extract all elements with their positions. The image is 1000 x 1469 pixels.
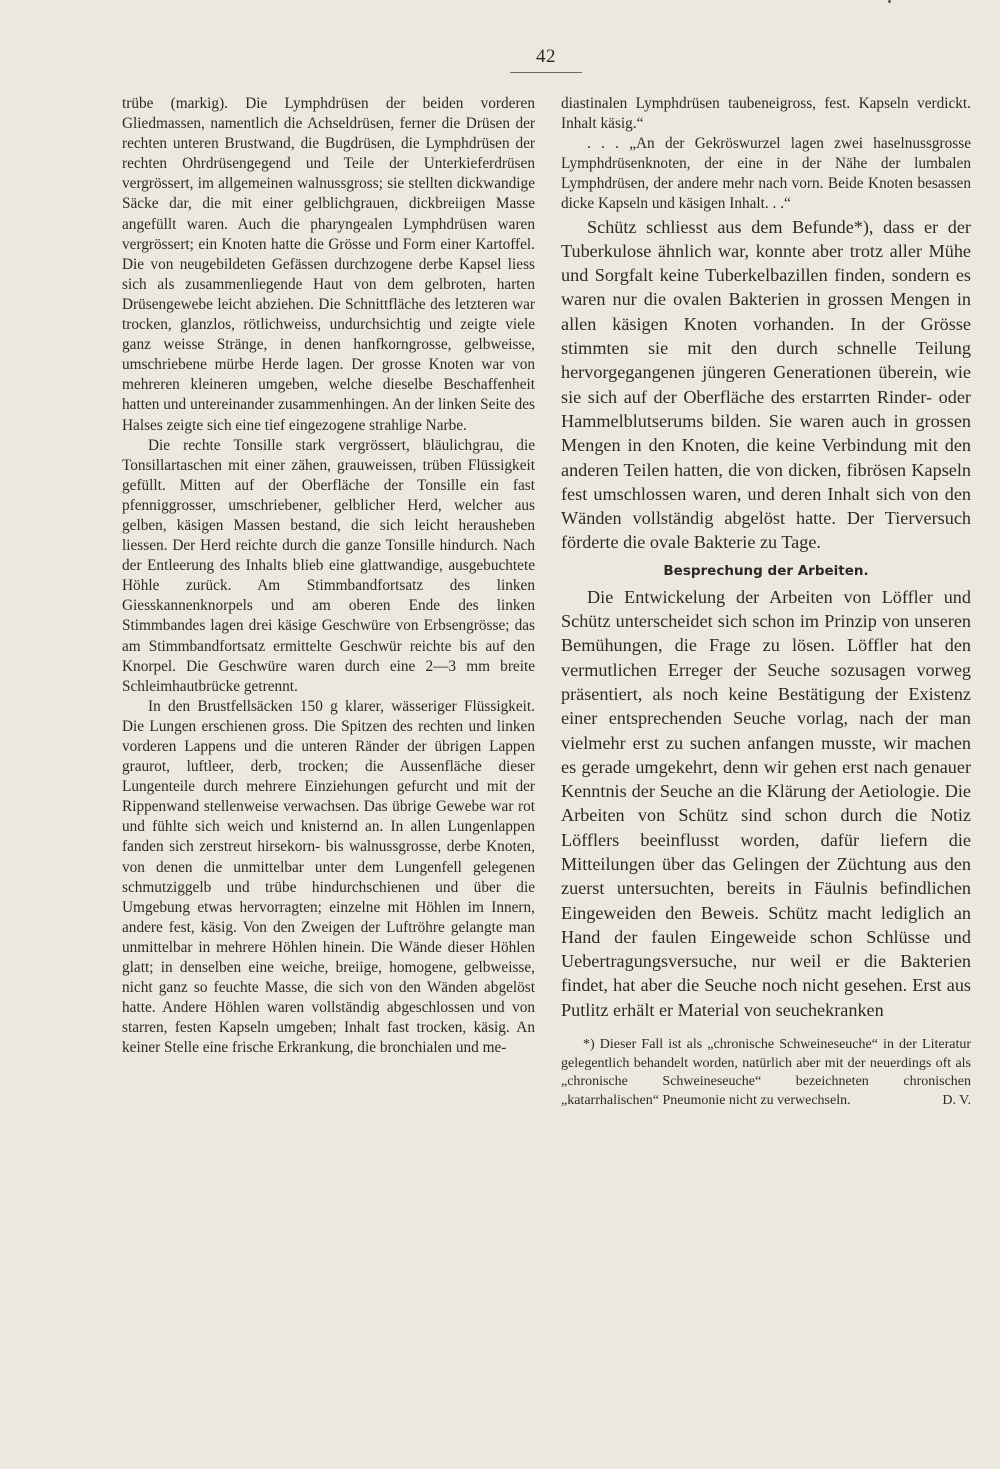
- footnote: [561, 1036, 971, 1110]
- right-quote: . . . „An der Gekröswurzel lagen zwei haselnussgrosse Lymphdrüsenknoten, der eine in der Nähe der lumbalen Lymphdrüsen, der andere mehr nach vorn. Beide Knoten besassen dicke Kapseln und käsigen Inhalt. . .“: [561, 135, 971, 213]
- left-paragraph-1: trübe (markig). Die Lymphdrüsen der beiden vorderen Gliedmassen, namentlich die Achseldrüsen, ferner die Drüsen der rechten unteren Brustwand, die Bugdrüsen, die Lymphdrüsen der rechten Ohrdrüsengegend und Teile der Unterkieferdrüsen vergrössert, im allgemeinen walnussgross; sie stellten dickwandige Säcke dar, die mit einer gelblichgrauen, dickbreiigen Masse angefüllt waren. Auch die pharyngealen Lymphdrüsen waren vergrössert; ein Knoten hatte die Grösse und Form einer Kartoffel. Die von neugebildeten Gefässen durchzogene derbe Kapsel liess sich als zusammenliegende Haut von dem gelbroten, harten Drüsengewebe leicht abziehen. Die Schnittfläche des letzteren war trocken, glanzlos, rötlichweiss, undurchsichtig und zeigte viele ganz weisse Stränge, in denen hanfkorngrosse, gelbweisse, umschriebene mürbe Herde lagen. Der grosse Knoten war von mehreren kleineren umgeben, welche dieselbe Beschaffenheit hatten und untereinander zusammenhingen. An der linken Seite des Halses zeigte sich eine tief eingezogene strahlige Narbe.: [122, 95, 535, 434]
- left-paragraph-2: Die rechte Tonsille stark vergrössert, bläulichgrau, die Tonsillartaschen mit einer zähen, grauweissen, trüben Flüssigkeit gefüllt. Mitten auf der Oberfläche der Tonsille ein fast pfenniggrosser, umschriebener, gelblicher Herd, welcher aus gelben, käsigen Massen bestand, die sich leicht herausheben liessen. Der Herd reichte durch die ganze Tonsille hindurch. Nach der Entleerung des Inhalts blieb eine glattwandige, ausgebuchtete Höhle zurück. Am Stimmbandfortsatz des linken Giesskannenknorpels und am oberen Ende des linken Stimmbandes lagen drei käsige Geschwüre von Erbsengrösse; das am Stimmbandfortsatz ermittelte Geschwür reichte bis auf den Knorpel. Die Geschwüre waren durch eine 2—3 mm breite Schleimhautbrücke getrennt.: [122, 436, 535, 695]
- left-column: [122, 94, 535, 1059]
- right-continuation: diastinalen Lymphdrüsen taubeneigross, fest. Kapseln verdickt. Inhalt käsig.“: [561, 95, 971, 133]
- right-column: [561, 94, 971, 1110]
- footnote-text: *) Dieser Fall ist als „chronische Schweineseuche“ in der Literatur gelegentlich behandelt worden, natürlich aber mit der neuerdings oft als „chronische Schweineseuche“ bezeichneten chronischen „katarrhalischen“ Pneumonie nicht zu verwechseln.: [561, 1037, 971, 1108]
- footnote-signature: D. V.: [942, 1092, 971, 1108]
- right-paragraph-1: Schütz schliesst aus dem Befunde*), dass er der Tuberkulose ähnlich war, konnte aber trotz aller Mühe und Sorgfalt keine Tuberkelbazillen finden, sondern es waren nur die ovalen Bakterien in grossen Mengen in allen käsigen Knoten vorhanden. In der Grösse stimmten sie mit den durch schnelle Teilung hervorgegangenen jüngeren Generationen überein, wie sie sich auf der Oberfläche des erstarrten Rinder- oder Hammelblutserums bilden. Sie waren auch in grossen Mengen in den Knoten, die keine Verbindung mit den anderen Teilen hatten, die von dicken, fibrösen Kapseln fest umschlossen waren, und deren Inhalt sich von den Wänden vollständig abgelöst hatte. Der Tierversuch förderte die ovale Bakterie zu Tage.: [561, 216, 971, 553]
- print-speck: [888, 0, 891, 3]
- left-paragraph-3: In den Brustfellsäcken 150 g klarer, wässeriger Flüssigkeit. Die Lungen erschienen gross. Die Spitzen des rechten und linken vorderen Lappens und die unteren Ränder der übrigen Lappen graurot, luftleer, derb, trocken; die Aussenfläche dieser Lungenteile durch mehrere Einziehungen gefurcht und mit der Rippenwand stellenweise verwachsen. Das übrige Gewebe war rot und fühlte sich weich und knisternd an. In allen Lungenlappen fanden sich zerstreut hirsekorn- bis walnussgrosse, derbe Knoten, von denen die unmittelbar unter dem Lungenfell gelegenen schmutziggelb und trübe hindurchschienen und über die Umgebung etwas hervorragten; einzelne mit Höhlen im Innern, andere fest, käsig. Von den Zweigen der Luftröhre gelangte man unmittelbar in mehrere Höhlen hinein. Die Wände dieser Höhlen glatt; in denselben eine weiche, breiige, homogene, gelbweisse, nicht ganz so feuchte Masse, die sich von den Wänden abgelöst hatte. Andere Höhlen waren vollständig abgeschlossen und von starren, festen Kapseln umgeben; Inhalt fast trocken, käsig. An keiner Stelle eine frische Erkrankung, die bronchialen und me-: [122, 697, 535, 1057]
- section-heading: Besprechung der Arbeiten.: [663, 562, 869, 579]
- right-paragraph-2: Die Entwickelung der Arbeiten von Löffler und Schütz unterscheidet sich schon im Prinzip von unseren Bemühungen, die Frage zu lösen. Löffler hat den vermutlichen Erreger der Seuche sozusagen vorweg präsentiert, als noch keine Bestätigung der Existenz einer entsprechenden Seuche vorlag, nach der man vielmehr erst zu suchen anfangen musste, wir machen es gerade umgekehrt, denn wir gehen erst nach genauer Kenntnis der Seuche an die Klärung der Aetiologie. Die Arbeiten von Schütz sind schon durch die Notiz Löfflers beeinflusst worden, dafür liefern die Mitteilungen über das Gelingen der Züchtung aus den zuerst untersuchten, bereits in Fäulnis befindlichen Eingeweiden den Beweis. Schütz macht lediglich an Hand der faulen Eingeweide schon Schlüsse und Uebertragungsversuche, nur weil er die Bakterien findet, hat aber die Seuche noch nicht gesehen. Erst aus Putlitz erhält er Material von seuchekranken: [561, 586, 971, 1020]
- page-number: 42: [510, 46, 582, 73]
